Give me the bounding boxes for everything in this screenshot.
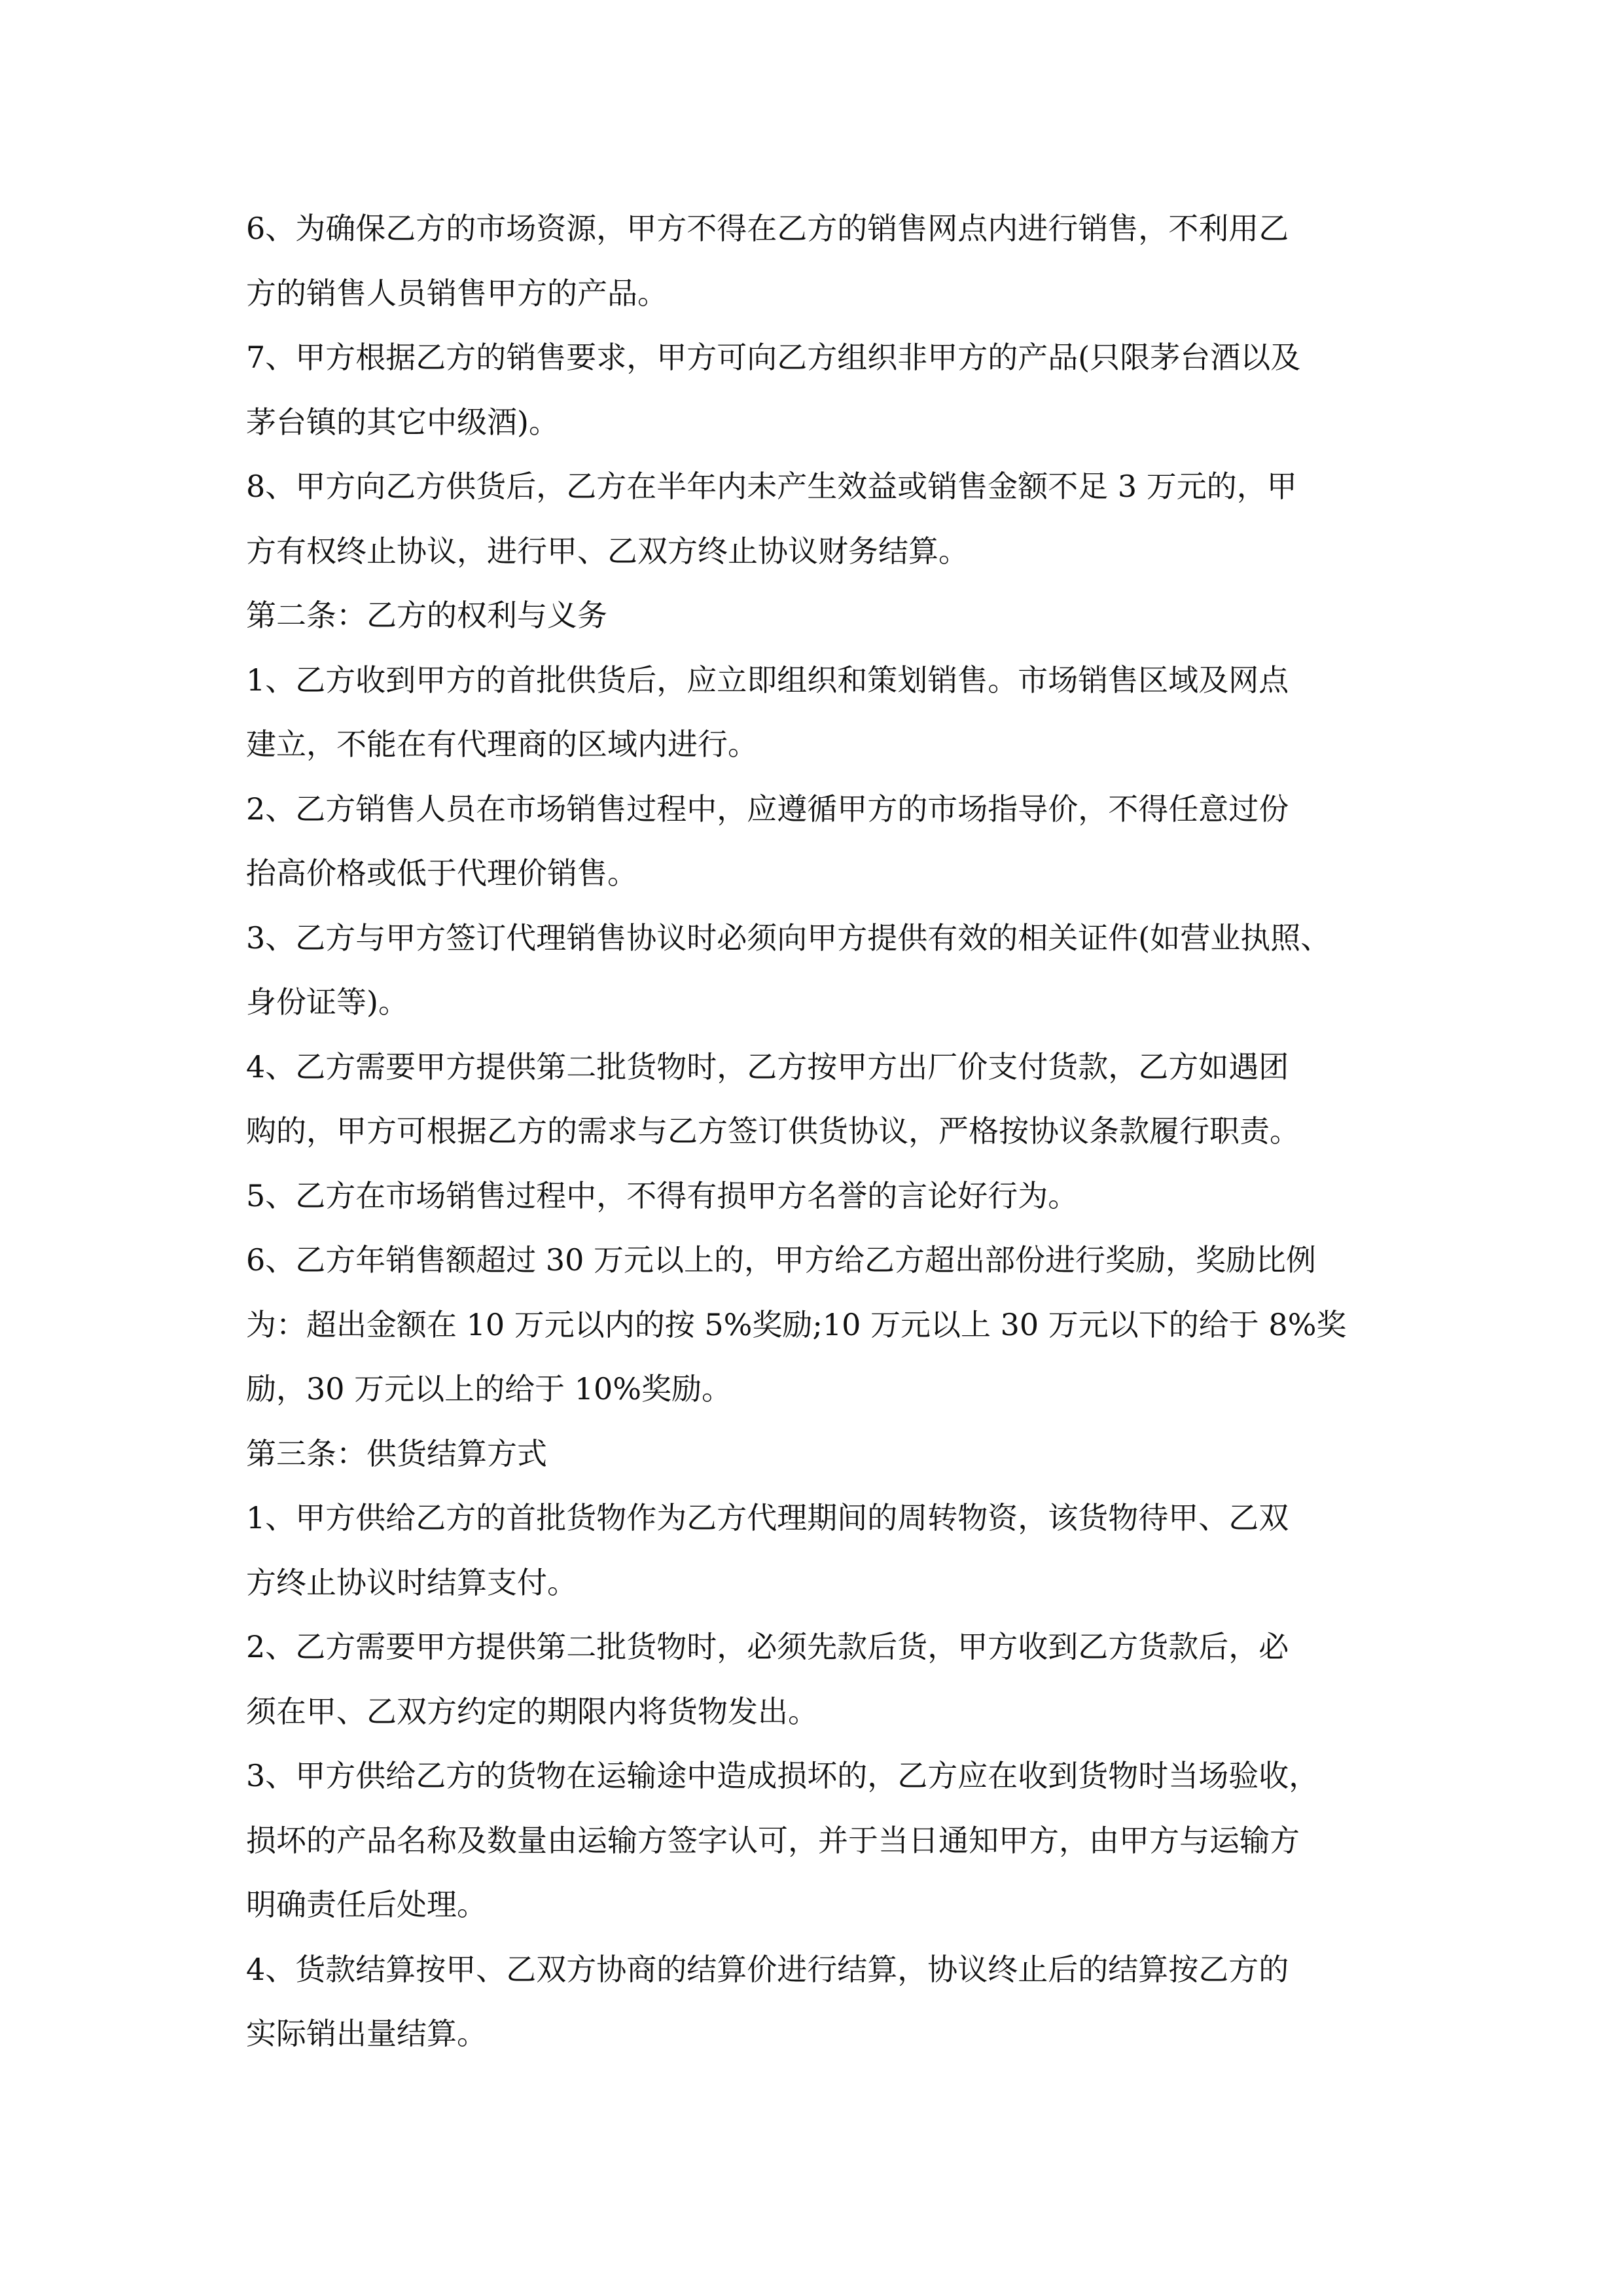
text-line: 2、乙方需要甲方提供第二批货物时，必须先款后货，甲方收到乙方货款后，必 <box>246 1629 1289 1664</box>
heading-text: 第三条：供货结算方式 <box>246 1435 547 1471</box>
text-line: 8、甲方向乙方供货后，乙方在半年内未产生效益或销售金额不足 3 万元的，甲 <box>246 469 1297 504</box>
clause-2-item-4 <box>246 1035 1385 1164</box>
text-line: 损坏的产品名称及数量由运输方签字认可，并于当日通知甲方，由甲方与运输方 <box>246 1822 1300 1858</box>
clause-2-item-3 <box>246 906 1385 1035</box>
clause-3-item-2 <box>246 1615 1385 1744</box>
text-line: 6、乙方年销售额超过 30 万元以上的，甲方给乙方超出部份进行奖励，奖励比例 <box>246 1242 1317 1278</box>
text-line: 1、甲方供给乙方的首批货物作为乙方代理期间的周转物资，该货物待甲、乙双 <box>246 1500 1289 1535</box>
clause-2-item-5 <box>246 1164 1385 1229</box>
section-heading-clause-3 <box>246 1422 1385 1486</box>
section-heading-clause-2 <box>246 583 1385 648</box>
clause-3-item-3 <box>246 1744 1385 1937</box>
text-line: 7、甲方根据乙方的销售要求，甲方可向乙方组织非甲方的产品(只限茅台酒以及 <box>246 340 1301 375</box>
text-line: 茅台镇的其它中级酒)。 <box>246 404 559 440</box>
clause-1-item-7 <box>246 325 1385 454</box>
clause-1-item-8 <box>246 454 1385 583</box>
text-line: 3、乙方与甲方签订代理销售协议时必须向甲方提供有效的相关证件(如营业执照、 <box>246 920 1331 956</box>
text-line: 明确责任后处理。 <box>246 1887 487 1922</box>
text-line: 须在甲、乙双方约定的期限内将货物发出。 <box>246 1693 818 1729</box>
heading-text: 第二条：乙方的权利与义务 <box>246 598 607 633</box>
clause-3-item-4 <box>246 1937 1385 2066</box>
text-line: 3、甲方供给乙方的货物在运输途中造成损坏的，乙方应在收到货物时当场验收， <box>246 1758 1319 1793</box>
text-line: 4、货款结算按甲、乙双方协商的结算价进行结算，协议终止后的结算按乙方的 <box>246 1951 1289 1987</box>
text-line: 为：超出金额在 10 万元以内的按 5%奖励;10 万元以上 30 万元以下的给于 8%奖 <box>246 1306 1347 1342</box>
clause-2-item-2 <box>246 777 1385 906</box>
text-line: 1、乙方收到甲方的首批供货后，应立即组织和策划销售。市场销售区域及网点 <box>246 662 1289 698</box>
clause-2-item-6 <box>246 1228 1385 1422</box>
text-line: 抬高价格或低于代理价销售。 <box>246 855 637 891</box>
text-line: 建立，不能在有代理商的区域内进行。 <box>246 726 758 762</box>
clause-3-item-1 <box>246 1486 1385 1615</box>
text-line: 4、乙方需要甲方提供第二批货物时，乙方按甲方出厂价支付货款，乙方如遇团 <box>246 1049 1289 1085</box>
text-line: 6、为确保乙方的市场资源，甲方不得在乙方的销售网点内进行销售，不利用乙 <box>246 211 1289 246</box>
text-line: 2、乙方销售人员在市场销售过程中，应遵循甲方的市场指导价，不得任意过份 <box>246 791 1289 827</box>
text-line: 购的，甲方可根据乙方的需求与乙方签订供货协议，严格按协议条款履行职责。 <box>246 1113 1300 1149</box>
text-line: 励，30 万元以上的给于 10%奖励。 <box>246 1371 732 1407</box>
text-line: 5、乙方在市场销售过程中，不得有损甲方名誉的言论好行为。 <box>246 1177 1079 1213</box>
clause-1-item-6 <box>246 196 1385 325</box>
text-line: 方终止协议时结算支付。 <box>246 1564 577 1600</box>
document-body <box>246 196 1385 2066</box>
text-line: 身份证等)。 <box>246 984 408 1020</box>
text-line: 实际销出量结算。 <box>246 2016 487 2051</box>
text-line: 方有权终止协议，进行甲、乙双方终止协议财务结算。 <box>246 533 969 569</box>
text-line: 方的销售人员销售甲方的产品。 <box>246 275 668 311</box>
clause-2-item-1 <box>246 648 1385 777</box>
